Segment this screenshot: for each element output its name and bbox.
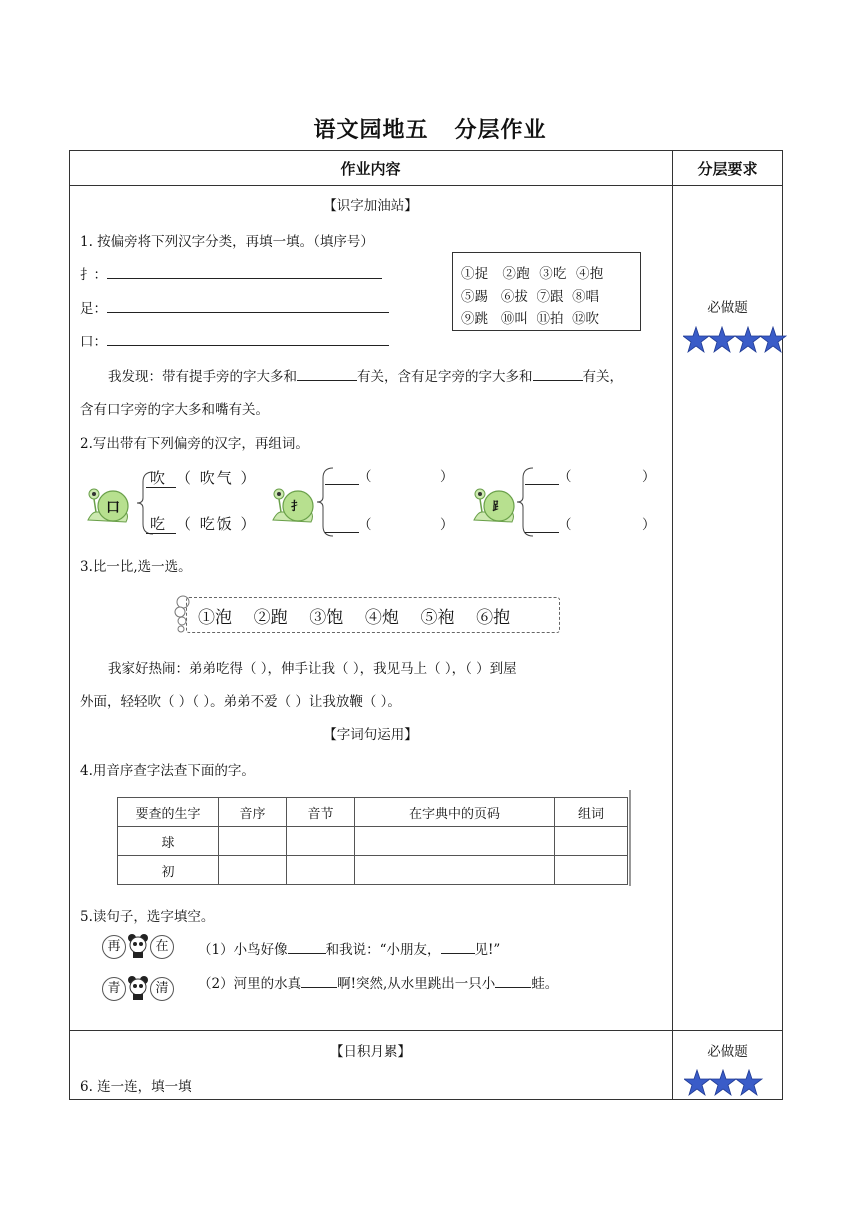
brace-icon bbox=[315, 466, 335, 538]
table-header: 要查的生字 bbox=[118, 798, 219, 827]
example-word-1: （ 吹气 ） bbox=[176, 469, 258, 487]
star-icon bbox=[736, 1070, 762, 1095]
char-choice-1b: 在 bbox=[150, 935, 174, 959]
blank-discover-1[interactable] bbox=[297, 380, 357, 381]
blank-foot-char-2[interactable] bbox=[525, 532, 559, 533]
option: ⑥拔 bbox=[500, 289, 528, 305]
q5-sentence-1 bbox=[198, 938, 500, 958]
table-cell[interactable] bbox=[355, 856, 555, 885]
header-level: 分层要求 bbox=[697, 160, 758, 178]
option-row-1 bbox=[461, 262, 604, 282]
compare-options bbox=[198, 603, 510, 628]
q3-line2: 外面，轻轻吹（ ）（ ）。弟弟不爱（ ）让我放鞭（ ）。 bbox=[80, 694, 401, 710]
paren-close: ） bbox=[440, 517, 454, 533]
q2-prompt: 2.写出带有下列偏旁的汉字，再组词。 bbox=[80, 436, 309, 452]
table-cell[interactable] bbox=[555, 827, 628, 856]
discover-text: 有关， bbox=[582, 369, 623, 385]
option: ④炮 bbox=[364, 608, 399, 628]
option: ③吃 bbox=[539, 266, 567, 282]
brace-icon bbox=[515, 466, 535, 538]
char-choice-2b: 清 bbox=[150, 977, 174, 1001]
dictionary-table bbox=[117, 797, 628, 885]
option: ⑤踢 bbox=[461, 289, 488, 305]
star-icon bbox=[684, 1070, 710, 1095]
table-cell[interactable] bbox=[355, 827, 555, 856]
example-char-1: 吹 bbox=[150, 469, 166, 487]
blank-foot-char-1[interactable] bbox=[525, 484, 559, 485]
example-char-2: 吃 bbox=[150, 515, 166, 533]
star-icon bbox=[710, 1070, 736, 1095]
option: ④抱 bbox=[575, 266, 604, 282]
table-cell[interactable] bbox=[287, 856, 355, 885]
option: ⑪拍 bbox=[536, 311, 564, 327]
radical-hand: 扌 bbox=[291, 499, 304, 513]
table-shadow bbox=[629, 790, 631, 886]
char-choice-1a: 再 bbox=[102, 935, 126, 959]
sentence-text: （1）小鸟好像 bbox=[198, 942, 288, 958]
option: ⑤袍 bbox=[420, 608, 455, 628]
option: ⑫吹 bbox=[572, 311, 600, 327]
blank-hand-char-2[interactable] bbox=[325, 532, 359, 533]
table-row bbox=[118, 827, 628, 856]
page-title bbox=[0, 113, 860, 144]
table-row bbox=[118, 798, 628, 827]
option: ⑦跟 bbox=[536, 289, 564, 305]
q6-prompt: 6. 连一连，填一填 bbox=[80, 1079, 192, 1095]
title-part1: 语文园地五 bbox=[313, 118, 429, 143]
sentence-text: 蛙。 bbox=[531, 976, 559, 992]
section-title-3: 【日积月累】 bbox=[330, 1044, 411, 1060]
option: ⑨跳 bbox=[461, 311, 488, 327]
star-icon bbox=[735, 327, 761, 352]
table-header: 音节 bbox=[287, 798, 355, 827]
label-mouth: 口： bbox=[80, 334, 107, 350]
paren-open: （ bbox=[558, 517, 572, 533]
section-title-2: 【字词句运用】 bbox=[323, 727, 418, 743]
option-row-3 bbox=[461, 307, 599, 327]
level-required-1: 必做题 bbox=[707, 300, 748, 316]
example-word-2: （ 吃饭 ） bbox=[176, 515, 258, 533]
blank-sentence-2a[interactable] bbox=[301, 987, 337, 988]
option: ②跑 bbox=[502, 266, 530, 282]
label-hand: 扌： bbox=[80, 267, 107, 283]
q5-sentence-2 bbox=[198, 972, 558, 992]
header-divider bbox=[69, 185, 782, 186]
table-header: 音序 bbox=[219, 798, 287, 827]
panda-icon bbox=[127, 933, 149, 959]
section-title-1: 【识字加油站】 bbox=[323, 198, 418, 214]
discover-text: 有关，含有足字旁的字大多和 bbox=[357, 369, 533, 385]
star-icon bbox=[709, 327, 735, 352]
table-cell: 初 bbox=[118, 856, 219, 885]
paren-open: （ bbox=[358, 469, 372, 485]
q4-prompt: 4.用音序查字法查下面的字。 bbox=[80, 763, 255, 779]
radical-foot: ⻊ bbox=[492, 499, 505, 513]
star-icon bbox=[760, 327, 786, 352]
blank-foot[interactable] bbox=[107, 312, 389, 313]
blank-sentence-1a[interactable] bbox=[288, 953, 326, 954]
table-cell[interactable] bbox=[555, 856, 628, 885]
star-icon bbox=[683, 327, 709, 352]
example-line-1 bbox=[146, 487, 176, 488]
level-required-2: 必做题 bbox=[707, 1044, 748, 1060]
option: ⑥抱 bbox=[476, 608, 511, 628]
char-choice-2a: 青 bbox=[102, 977, 126, 1001]
table-cell: 球 bbox=[118, 827, 219, 856]
table-header: 组词 bbox=[555, 798, 628, 827]
title-part2: 分层作业 bbox=[454, 118, 547, 143]
option: ①泡 bbox=[198, 608, 232, 628]
option-row-2 bbox=[461, 285, 599, 305]
table-header: 在字典中的页码 bbox=[355, 798, 555, 827]
sentence-text: （2）河里的水真 bbox=[198, 976, 302, 992]
stars-required-1 bbox=[683, 326, 787, 354]
table-cell[interactable] bbox=[287, 827, 355, 856]
row-divider bbox=[69, 1030, 782, 1031]
q1-prompt: 1. 按偏旁将下列汉字分类，再填一填。（填序号） bbox=[80, 234, 374, 250]
q3-line1: 我家好热闹：弟弟吃得（ ），伸手让我（ ），我见马上（ ），（ ）到屋 bbox=[108, 661, 517, 677]
table-row bbox=[118, 856, 628, 885]
discover-text: 我发现：带有提手旁的字大多和 bbox=[108, 369, 297, 385]
q1-discover-line2: 含有口字旁的字大多和嘴有关。 bbox=[80, 402, 269, 418]
paren-close: ） bbox=[642, 469, 656, 485]
paren-open: （ bbox=[358, 517, 372, 533]
sentence-text: 见!” bbox=[474, 942, 501, 958]
column-divider bbox=[672, 150, 673, 1099]
paren-close: ） bbox=[642, 517, 656, 533]
paren-close: ） bbox=[440, 469, 454, 485]
option: ①捉 bbox=[461, 266, 489, 282]
label-foot: 足： bbox=[80, 301, 107, 317]
blank-hand-char-1[interactable] bbox=[325, 484, 359, 485]
option: ⑩叫 bbox=[500, 311, 528, 327]
blank-sentence-1b[interactable] bbox=[441, 953, 475, 954]
header-content: 作业内容 bbox=[340, 160, 401, 178]
radical-mouth: 口 bbox=[106, 500, 120, 516]
blank-hand[interactable] bbox=[107, 278, 382, 279]
stars-required-2 bbox=[684, 1069, 764, 1097]
table-cell[interactable] bbox=[219, 856, 287, 885]
blank-discover-2[interactable] bbox=[533, 380, 583, 381]
option: ②跑 bbox=[253, 608, 288, 628]
q1-discover-line1 bbox=[108, 365, 623, 385]
panda-icon bbox=[127, 975, 149, 1001]
option: ⑧唱 bbox=[572, 289, 600, 305]
q5-prompt: 5.读句子，选字填空。 bbox=[80, 909, 215, 925]
sentence-text: 和我说：“小朋友， bbox=[325, 942, 441, 958]
option: ③饱 bbox=[309, 608, 344, 628]
blank-sentence-2b[interactable] bbox=[495, 987, 531, 988]
blank-mouth[interactable] bbox=[107, 345, 389, 346]
example-line-2 bbox=[146, 533, 176, 534]
table-cell[interactable] bbox=[219, 827, 287, 856]
sentence-text: 啊!突然,从水里跳出一只小 bbox=[337, 976, 496, 992]
paren-open: （ bbox=[558, 469, 572, 485]
q3-prompt: 3.比一比,选一选。 bbox=[80, 559, 192, 575]
